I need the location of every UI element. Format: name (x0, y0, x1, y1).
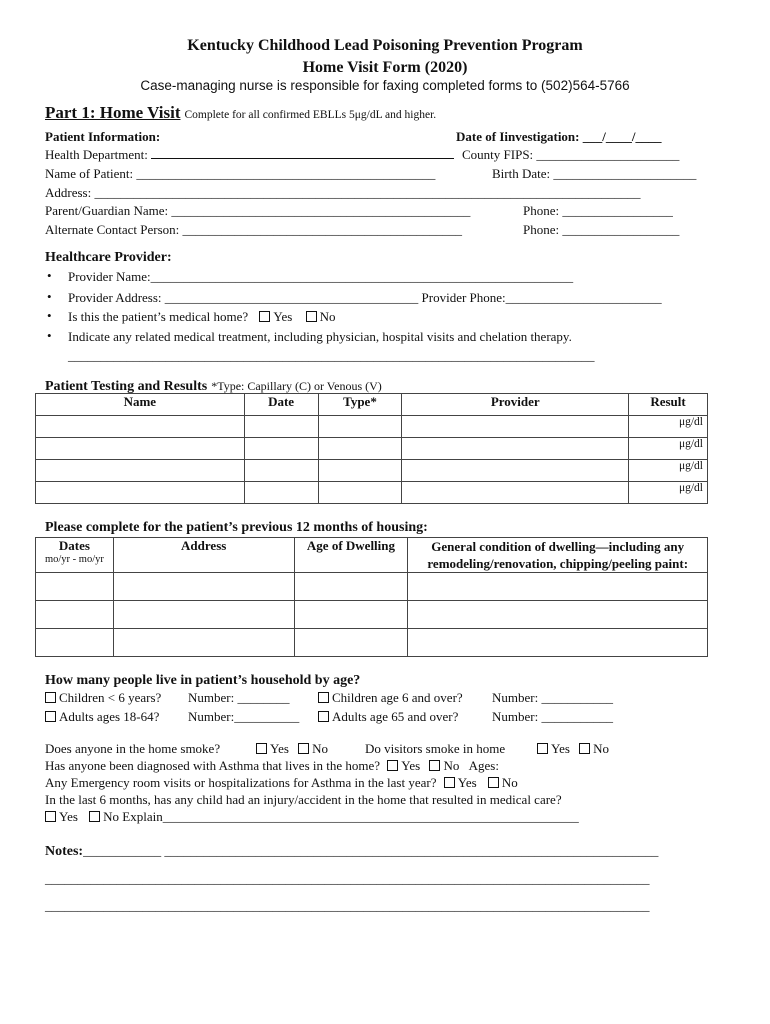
housing-header-row (36, 538, 708, 573)
col-name: Name (36, 394, 245, 416)
no-label: No (501, 775, 518, 790)
name-cell[interactable] (36, 438, 245, 460)
visitors-smoke-question: Do visitors smoke in home (365, 741, 506, 756)
county-fips-field[interactable]: County FIPS: ______________________ (462, 147, 680, 162)
bullet-icon: • (47, 268, 52, 283)
fax-instructions: Case-managing nurse is responsible for faxing completed forms to (502)564-5766 (140, 78, 630, 93)
type-cell[interactable] (318, 460, 402, 482)
adults65-label: Adults age 65 and over? (332, 709, 459, 724)
housing-table (35, 537, 708, 657)
col-result: Result (629, 394, 708, 416)
provider-address-field[interactable]: Provider Address: _______________________________________ Provider Phone:________________________ (68, 290, 662, 305)
condition-cell[interactable] (408, 573, 708, 601)
date-cell[interactable] (244, 416, 318, 438)
adults-number[interactable]: Number:__________ (188, 709, 300, 724)
date-cell[interactable] (244, 438, 318, 460)
adults-label: Adults ages 18-64? (59, 709, 160, 724)
health-department-field[interactable] (45, 147, 454, 163)
alternate-phone-field[interactable]: Phone: __________________ (523, 222, 680, 237)
part1-heading: Part 1: Home Visit (45, 103, 181, 122)
dates-label: Dates (58, 538, 90, 553)
notes-line-1[interactable]: ____________ ____________________________________________________________________________ (83, 843, 659, 858)
type-note: *Type: Capillary (C) or Venous (V) (211, 379, 382, 393)
type-cell[interactable] (318, 438, 402, 460)
children-under6-checkbox[interactable] (45, 692, 56, 703)
provider-cell[interactable] (402, 416, 629, 438)
address-cell[interactable] (113, 601, 294, 629)
health-department-line[interactable] (151, 148, 454, 159)
health-department-label: Health Department: (45, 147, 148, 162)
provider-name-field[interactable]: Provider Name:_________________________________________________________________ (68, 269, 574, 284)
children-over6-label: Children age 6 and over? (332, 690, 463, 705)
yes-label: Yes (270, 741, 289, 756)
dates-format: mo/yr - mo/yr (44, 554, 104, 565)
patient-info-label: Patient Information: (45, 129, 161, 144)
part1-heading-row (45, 103, 436, 123)
yes-label: Yes (273, 309, 293, 324)
er-yes-checkbox[interactable] (444, 777, 455, 788)
children-over6-checkbox[interactable] (318, 692, 329, 703)
adults65-checkbox[interactable] (318, 711, 329, 722)
table-row (36, 416, 708, 438)
type-cell[interactable] (318, 482, 402, 504)
household-heading: How many people live in patient’s household by age? (45, 673, 361, 688)
yes-label: Yes (457, 775, 477, 790)
injury-no-checkbox[interactable] (89, 811, 100, 822)
name-cell[interactable] (36, 416, 245, 438)
table-row (36, 601, 708, 629)
bullet-icon: • (47, 328, 52, 343)
table-row (36, 573, 708, 601)
age-cell[interactable] (294, 629, 408, 657)
injury-yes-checkbox[interactable] (45, 811, 56, 822)
yes-label: Yes (401, 758, 421, 773)
form-title: Kentucky Childhood Lead Poisoning Prevention Program (187, 37, 583, 54)
visitors-no-checkbox[interactable] (579, 743, 590, 754)
bullet-icon: • (47, 308, 52, 323)
parent-guardian-field[interactable]: Parent/Guardian Name: ______________________________________________ (45, 203, 471, 218)
children-over6-number[interactable]: Number: ___________ (492, 690, 613, 705)
visitors-yes-checkbox[interactable] (537, 743, 548, 754)
dates-cell[interactable] (36, 573, 114, 601)
notes-label: Notes: (45, 844, 84, 859)
date-cell[interactable] (244, 460, 318, 482)
birth-date-field[interactable]: Birth Date: ______________________ (492, 166, 697, 181)
col-date: Date (244, 394, 318, 416)
asthma-yes-checkbox[interactable] (387, 760, 398, 771)
date-of-investigation-field[interactable]: Date of Iinvestigation: ___/____/____ (456, 129, 662, 144)
medical-treatment-line[interactable]: _________________________________________________________________________________ (68, 348, 595, 363)
smoke-yes-checkbox[interactable] (256, 743, 267, 754)
col-type: Type* (318, 394, 402, 416)
age-cell[interactable] (294, 573, 408, 601)
col-provider: Provider (402, 394, 629, 416)
result-cell[interactable]: μg/dl (629, 482, 708, 504)
table-row (36, 629, 708, 657)
no-label: No (319, 309, 336, 324)
testing-header-row (36, 394, 708, 416)
visitors-smoke-answers (537, 741, 609, 757)
children-under6-label: Children < 6 years? (59, 690, 162, 705)
result-cell[interactable]: μg/dl (629, 438, 708, 460)
provider-heading: Healthcare Provider: (45, 250, 172, 265)
asthma-row (45, 758, 499, 774)
smoke-no-checkbox[interactable] (298, 743, 309, 754)
smoke-answers (256, 741, 328, 757)
medical-home-question (68, 309, 335, 325)
alternate-contact-field[interactable]: Alternate Contact Person: ___________________________________________ (45, 222, 463, 237)
age-cell[interactable] (294, 601, 408, 629)
medical-home-no-checkbox[interactable] (306, 311, 317, 322)
table-row (36, 438, 708, 460)
testing-table (35, 393, 708, 504)
patient-name-field[interactable]: Name of Patient: ______________________________________________ (45, 166, 436, 181)
children-over6-row (318, 690, 463, 706)
adults-row (45, 709, 159, 725)
table-row (36, 482, 708, 504)
address-field[interactable]: Address: ____________________________________________________________________________________ (45, 185, 641, 200)
table-row (36, 460, 708, 482)
children-under6-row (45, 690, 161, 706)
er-question: Any Emergency room visits or hospitalizations for Asthma in the last year? (45, 775, 437, 790)
injury-explain-field[interactable]: No Explain________________________________________________________________ (103, 809, 579, 824)
part1-note: Complete for all confirmed EBLLs 5μg/dL and higher. (184, 109, 437, 121)
parent-phone-field[interactable]: Phone: _________________ (523, 203, 673, 218)
condition-cell[interactable] (408, 601, 708, 629)
adults65-row (318, 709, 458, 725)
medical-home-label: Is this the patient’s medical home? (68, 309, 249, 324)
adults65-number[interactable]: Number: ___________ (492, 709, 613, 724)
provider-cell[interactable] (402, 460, 629, 482)
form-subtitle-year: Home Visit Form (2020) (302, 59, 468, 76)
no-label: No (312, 741, 329, 756)
smoke-question: Does anyone in the home smoke? (45, 741, 221, 756)
notes-line-3[interactable]: _____________________________________________________________________________________________ (45, 898, 650, 913)
children-under6-number[interactable]: Number: ________ (188, 690, 290, 705)
asthma-no-checkbox[interactable] (429, 760, 440, 771)
dates-cell[interactable] (36, 629, 114, 657)
result-cell[interactable]: μg/dl (629, 416, 708, 438)
col-condition: General condition of dwelling—including any remodeling/renovation, chipping/peeling paint: (408, 538, 708, 573)
bullet-icon: • (47, 289, 52, 304)
adults-checkbox[interactable] (45, 711, 56, 722)
testing-heading: Patient Testing and Results (45, 379, 208, 394)
no-label: No (593, 741, 610, 756)
no-label: No (443, 758, 460, 773)
yes-label: Yes (59, 809, 78, 824)
asthma-question: Has anyone been diagnosed with Asthma that lives in the home? (45, 758, 381, 773)
address-cell[interactable] (113, 573, 294, 601)
injury-row (45, 809, 579, 825)
er-no-checkbox[interactable] (488, 777, 499, 788)
col-address: Address (113, 538, 294, 573)
er-row (45, 775, 518, 791)
notes-row (45, 843, 658, 860)
name-cell[interactable] (36, 482, 245, 504)
dates-cell[interactable] (36, 601, 114, 629)
yes-label: Yes (551, 741, 570, 756)
result-cell[interactable]: μg/dl (629, 460, 708, 482)
date-cell[interactable] (244, 482, 318, 504)
condition-cell[interactable] (408, 629, 708, 657)
medical-treatment-label: Indicate any related medical treatment, including physician, hospital visits and chelation therapy. (68, 329, 572, 344)
type-cell[interactable] (318, 416, 402, 438)
col-age-of-dwelling: Age of Dwelling (294, 538, 408, 573)
address-cell[interactable] (113, 629, 294, 657)
housing-heading: Please complete for the patient’s previous 12 months of housing: (45, 520, 428, 535)
provider-cell[interactable] (402, 482, 629, 504)
col-dates (36, 538, 114, 573)
asthma-ages-label: Ages: (468, 758, 499, 773)
notes-line-2[interactable]: _____________________________________________________________________________________________ (45, 871, 650, 886)
injury-question: In the last 6 months, has any child had an injury/accident in the home that resulted in medical care? (45, 792, 562, 807)
name-cell[interactable] (36, 460, 245, 482)
medical-home-yes-checkbox[interactable] (259, 311, 270, 322)
provider-cell[interactable] (402, 438, 629, 460)
